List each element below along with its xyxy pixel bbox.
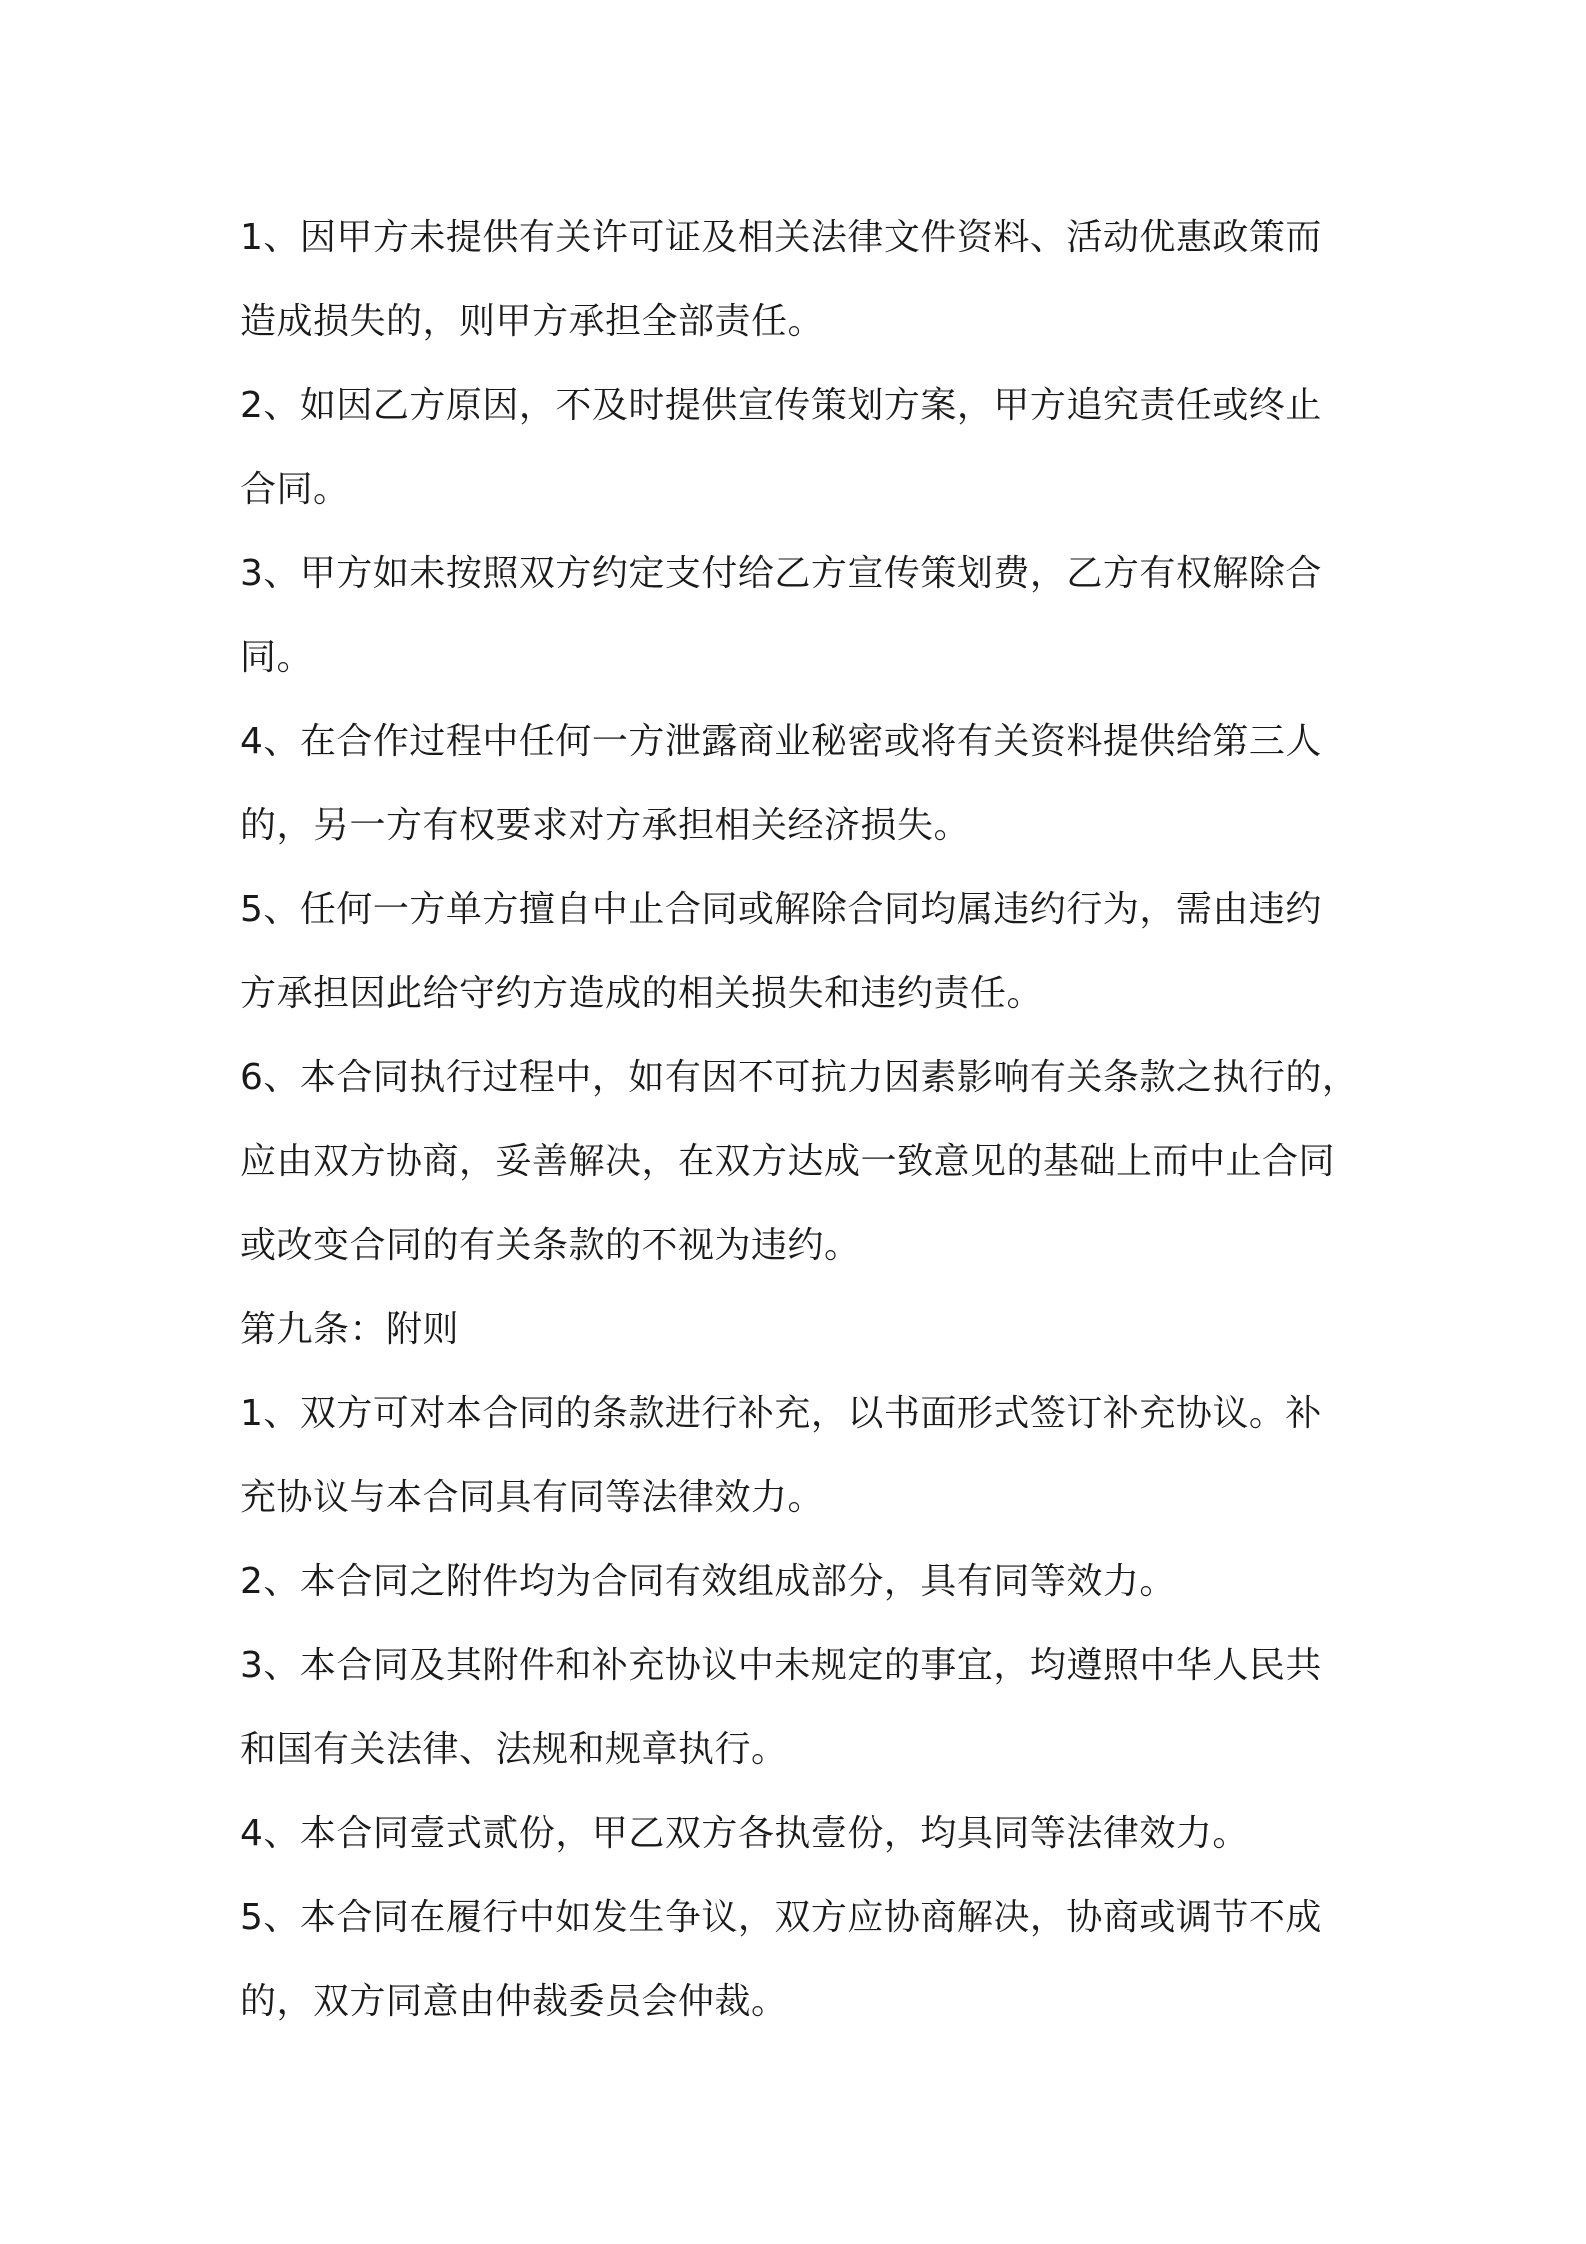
text-line: 方承担因此给守约方造成的相关损失和违约责任。 — [240, 973, 1044, 1014]
text-line: 和国有关法律、法规和规章执行。 — [240, 1729, 788, 1770]
text-line: 6、本合同执行过程中，如有因不可抗力因素影响有关条款之执行的， — [240, 1057, 1359, 1098]
text-line: 合同。 — [240, 469, 350, 510]
text-line: 4、本合同壹式贰份，甲乙双方各执壹份，均具同等法律效力。 — [240, 1813, 1249, 1854]
text-line: 1、因甲方未提供有关许可证及相关法律文件资料、活动优惠政策而 — [240, 217, 1322, 258]
text-line: 的，另一方有权要求对方承担相关经济损失。 — [240, 805, 971, 846]
text-line: 造成损失的，则甲方承担全部责任。 — [240, 301, 825, 342]
text-line: 充协议与本合同具有同等法律效力。 — [240, 1477, 825, 1518]
text-line: 或改变合同的有关条款的不视为违约。 — [240, 1225, 861, 1266]
text-line: 同。 — [240, 637, 314, 678]
text-line: 5、任何一方单方擅自中止合同或解除合同均属违约行为，需由违约 — [240, 889, 1322, 930]
text-line: 4、在合作过程中任何一方泄露商业秘密或将有关资料提供给第三人 — [240, 721, 1322, 762]
text-line: 2、如因乙方原因，不及时提供宣传策划方案，甲方追究责任或终止 — [240, 385, 1322, 426]
text-line: 3、甲方如未按照双方约定支付给乙方宣传策划费，乙方有权解除合 — [240, 553, 1322, 594]
text-line: 2、本合同之附件均为合同有效组成部分，具有同等效力。 — [240, 1561, 1176, 1602]
section-heading: 第九条：附则 — [240, 1309, 460, 1350]
text-line: 的，双方同意由仲裁委员会仲裁。 — [240, 1981, 788, 2022]
text-line: 1、双方可对本合同的条款进行补充，以书面形式签订补充协议。补 — [240, 1393, 1322, 1434]
text-line: 应由双方协商，妥善解决，在双方达成一致意见的基础上而中止合同 — [240, 1141, 1336, 1182]
text-line: 3、本合同及其附件和补充协议中未规定的事宜，均遵照中华人民共 — [240, 1645, 1322, 1686]
text-line: 5、本合同在履行中如发生争议，双方应协商解决，协商或调节不成 — [240, 1897, 1322, 1938]
document-body — [240, 196, 1360, 2044]
